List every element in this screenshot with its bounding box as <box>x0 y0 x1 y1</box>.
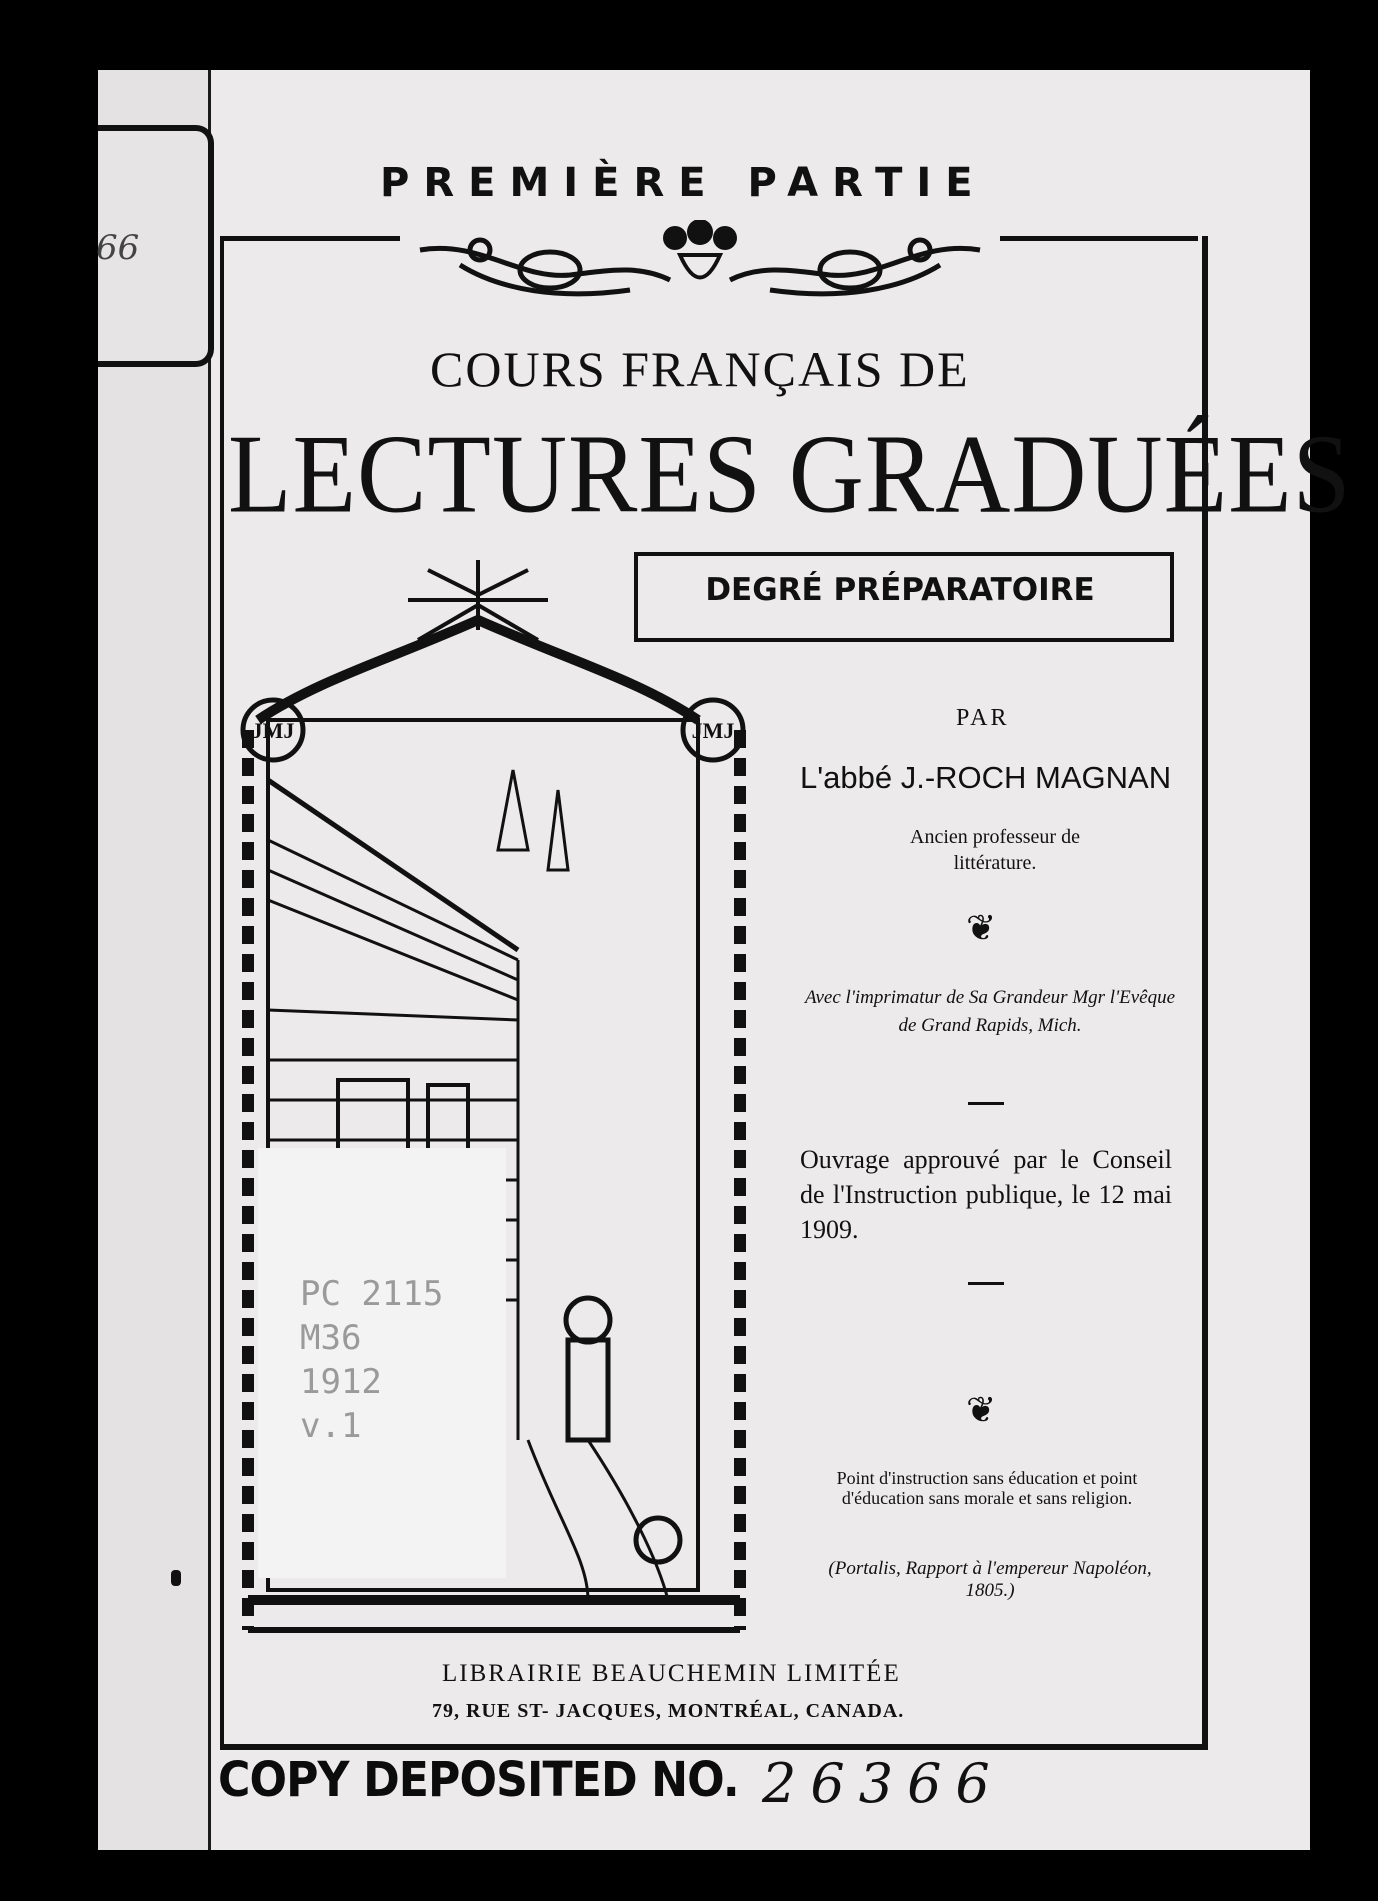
part-heading: PREMIÈRE PARTIE <box>380 160 987 206</box>
frame-top-right-rule <box>1000 236 1198 241</box>
epigraph-source: (Portalis, Rapport à l'empereur Napoléon, 1805.) <box>828 1558 1152 1601</box>
publisher-name: LIBRAIRIE BEAUCHEMIN LIMITÉE <box>442 1660 901 1687</box>
approval-note: Ouvrage approuvé par le Conseil de l'Instruction publique, le 12 mai 1909. <box>800 1145 1172 1244</box>
fleuron-icon: ❦ <box>966 1390 997 1431</box>
deposit-stamp: COPY DEPOSITED NO. <box>218 1752 739 1808</box>
title-line-1: COURS FRANÇAIS DE <box>430 341 970 397</box>
spine-label-number: 66 <box>96 228 140 268</box>
call-number-text: PC 2115 M36 1912 v.1 <box>300 1274 444 1446</box>
divider <box>968 1282 1004 1285</box>
level-label: DEGRÉ PRÉPARATOIRE <box>705 572 1095 608</box>
monogram-right: JMJ <box>691 718 735 743</box>
imprimatur-note: Avec l'imprimatur de Sa Grandeur Mgr l'Evêque de Grand Rapids, Mich. <box>804 987 1176 1036</box>
by-label: PAR <box>956 705 1010 731</box>
divider <box>968 1102 1004 1105</box>
binding-hole <box>171 1570 181 1586</box>
publisher-address: 79, RUE ST- JACQUES, MONTRÉAL, CANADA. <box>432 1700 905 1722</box>
author-name: L'abbé J.-ROCH MAGNAN <box>800 760 1172 795</box>
frame-top-left-rule <box>220 236 400 241</box>
deposit-number: 26366 <box>762 1752 1004 1815</box>
monogram-left: JMJ <box>251 718 295 743</box>
author-role: Ancien professeur de littérature. <box>910 826 1080 874</box>
title-line-2: LECTURES GRADUÉES <box>228 412 1352 537</box>
fleuron-icon: ❦ <box>966 908 997 949</box>
ornament-header-icon <box>400 220 1000 310</box>
epigraph-quote: Point d'instruction sans éducation et point d'éducation sans morale et sans religion. <box>836 1468 1138 1508</box>
